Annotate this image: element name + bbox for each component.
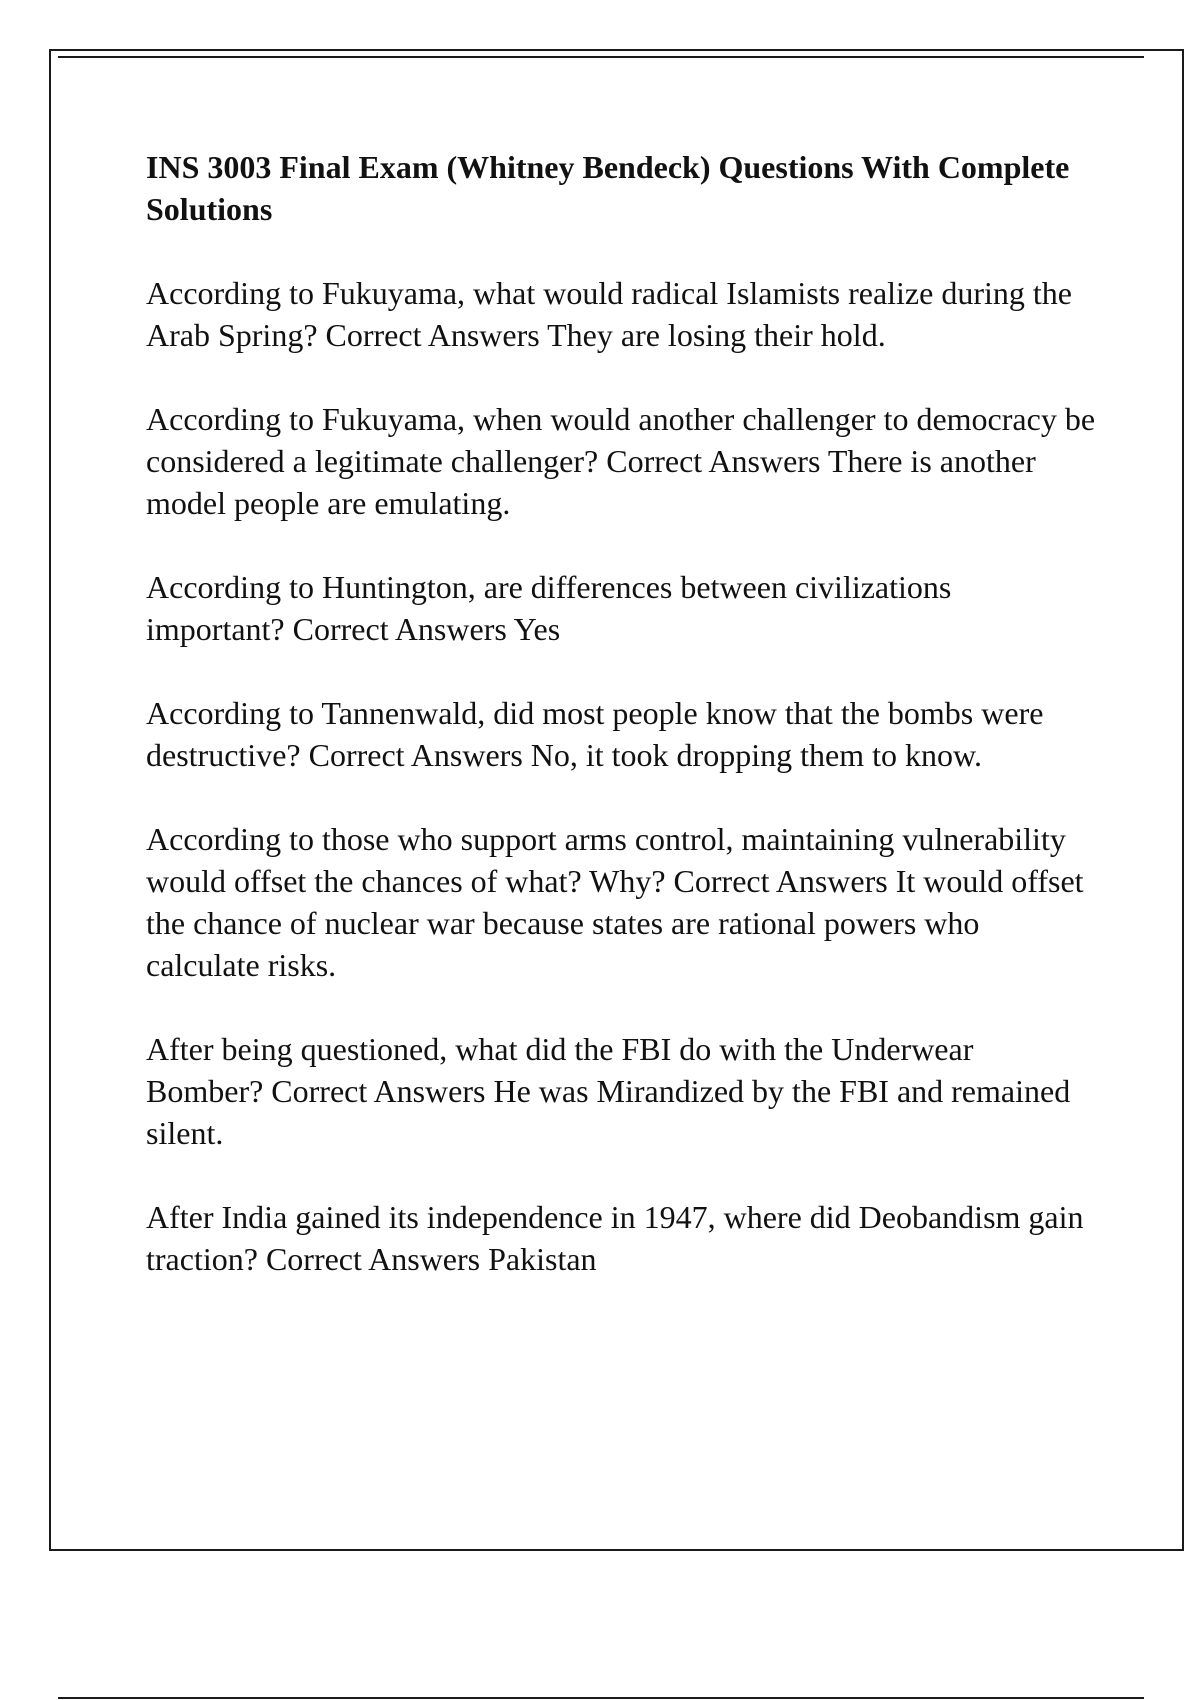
qa-item: According to Huntington, are differences between civilizations important? Correct Answers Yes [146,569,952,647]
top-rule [58,56,1144,58]
document-title: INS 3003 Final Exam (Whitney Bendeck) Questions With Complete Solutions [146,149,1070,227]
qa-item: According to those who support arms control, maintaining vulnerability would offset the chances of what? Why? Correct Answers It would offset the chance of nuclear war because states are rational powers who calculate risks. [146,821,1084,983]
qa-item: After India gained its independence in 1947, where did Deobandism gain traction? Correct Answers Pakistan [146,1199,1084,1277]
bottom-rule [58,1697,1144,1699]
qa-item: According to Tannenwald, did most people know that the bombs were destructive? Correct Answers No, it took dropping them to know. [146,695,1044,773]
qa-item: According to Fukuyama, what would radical Islamists realize during the Arab Spring? Correct Answers They are losing their hold. [146,275,1072,353]
qa-item: According to Fukuyama, when would another challenger to democracy be considered a legitimate challenger? Correct Answers There is another model people are emulating. [146,401,1096,521]
qa-item: After being questioned, what did the FBI do with the Underwear Bomber? Correct Answers He was Mirandized by the FBI and remained silent. [146,1031,1071,1151]
document-content [146,146,1096,1322]
